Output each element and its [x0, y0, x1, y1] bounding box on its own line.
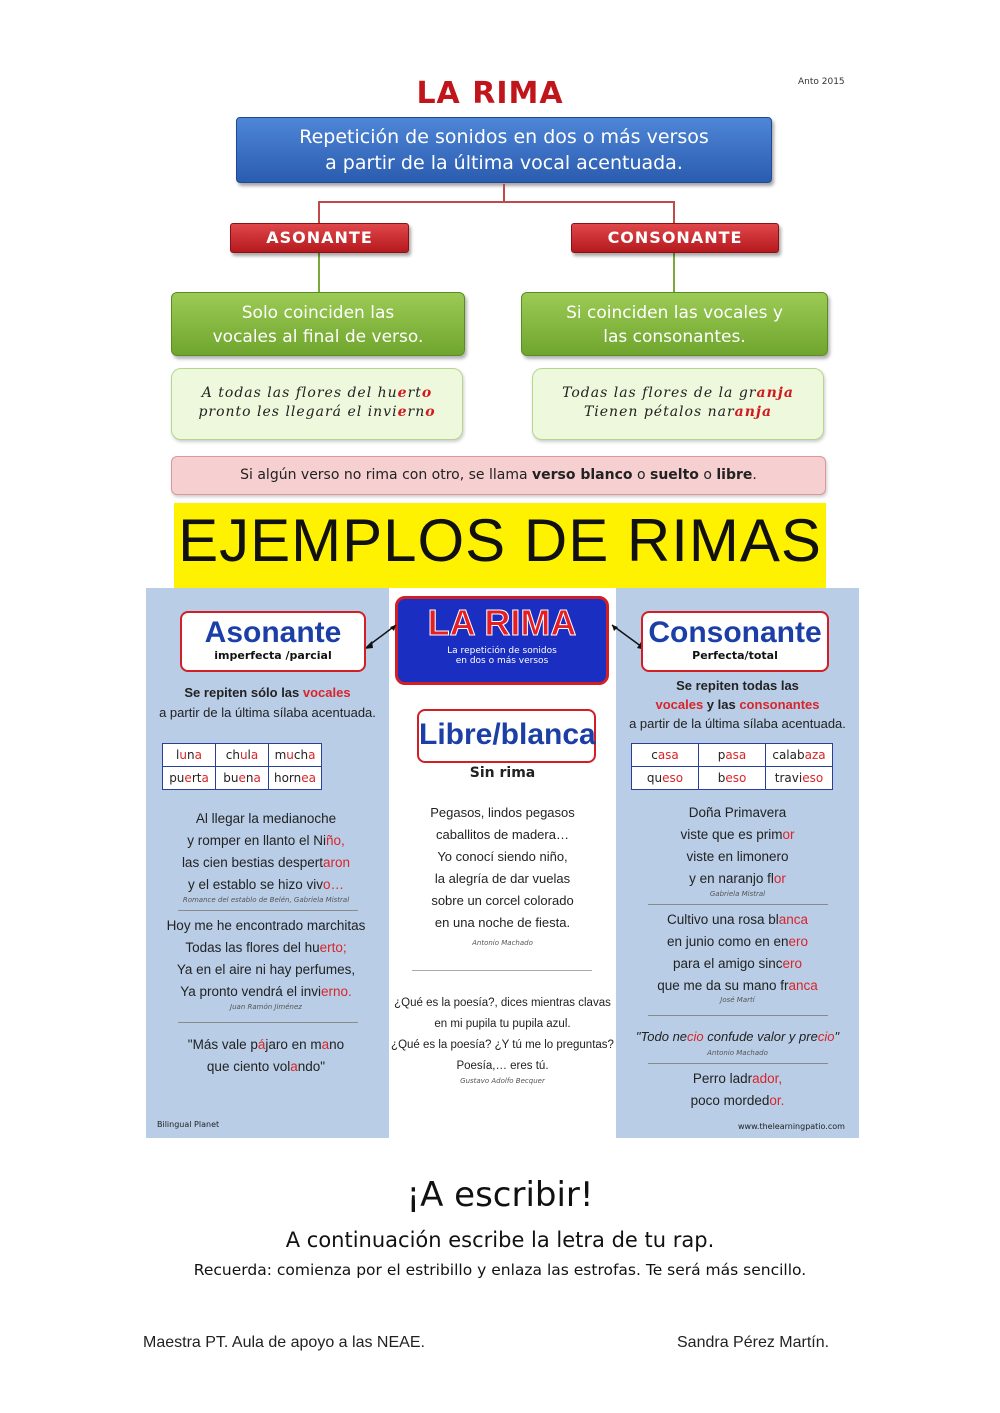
- consonante-desc-line-1: Si coinciden las vocales y: [566, 303, 783, 323]
- instruction-line-2: Recuerda: comienza por el estribillo y enlaza las estrofas. Te será más sencillo.: [193, 1261, 807, 1279]
- consonante-subtitle: Perfecta/total: [692, 649, 778, 662]
- poem-line: Ya pronto vendrá el invierno.: [180, 984, 352, 999]
- asonante-example-line-1: A todas las flores del huerto: [201, 385, 433, 401]
- consonante-example-line-2: Tienen pétalos naranja: [583, 404, 773, 420]
- poem-line: y en naranjo flor: [689, 871, 786, 886]
- page-title: LA RIMA: [416, 76, 564, 111]
- poem-line: viste que es primor: [680, 827, 795, 842]
- asonante-description: [171, 292, 465, 356]
- asonante-rule-line-1: Se repiten sólo las vocales: [184, 685, 351, 700]
- poem-line: Al llegar la medianoche: [195, 811, 337, 826]
- note-bar: Si algún verso no rima con otro, se llama verso blanco o suelto o libre.: [171, 456, 826, 495]
- separator: [648, 1015, 828, 1016]
- asonante-rule: [146, 683, 389, 723]
- poem-line: para el amigo sincero: [672, 956, 803, 971]
- asonante-poem-3: [146, 1034, 386, 1078]
- consonante-example-line-1: Todas las flores de la granja: [562, 385, 794, 401]
- separator: [648, 904, 828, 905]
- consonante-title: Consonante: [648, 616, 822, 649]
- consonante-poem-3-cite: Antonio Machado: [707, 1049, 768, 1057]
- poem-line: Ya en el aire ni hay perfumes,: [176, 962, 356, 977]
- poem-line: Hoy me he encontrado marchitas: [166, 918, 366, 933]
- consonante-rule-line-1: Se repiten todas las: [676, 678, 799, 693]
- asonante-poem-2: [146, 915, 386, 1003]
- consonante-example: [532, 368, 824, 440]
- separator: [178, 910, 358, 911]
- poem-line: y romper en llanto el Niño,: [187, 833, 345, 848]
- separator: [412, 970, 592, 971]
- poster-center-desc-1: La repetición de sonidos: [447, 646, 557, 656]
- libre-poem-2: [389, 993, 616, 1077]
- word-cell: chula: [216, 744, 269, 767]
- poem-line: ¿Qué es la poesía? ¿Y tú me lo preguntas?: [391, 1039, 614, 1051]
- corner-note: Anto 2015: [798, 77, 845, 87]
- separator: [178, 1022, 358, 1023]
- arrows-svg: [360, 615, 650, 665]
- table-row: [163, 767, 322, 790]
- poster-center-desc-2: en dos o más versos: [455, 656, 549, 666]
- consonante-rule: [616, 676, 859, 733]
- consonante-rule-line-2: vocales y las consonantes: [655, 697, 820, 712]
- consonante-poem-4: [616, 1068, 859, 1112]
- asonante-desc-line-1: Solo coinciden las: [241, 303, 395, 323]
- asonante-subtitle: imperfecta /parcial: [214, 649, 332, 662]
- poem-line: Pegasos, lindos pegasos: [430, 805, 575, 820]
- poem-line: Doña Primavera: [688, 805, 787, 820]
- footer-left: Maestra PT. Aula de apoyo a las NEAE.: [143, 1334, 425, 1351]
- poem-line: Cultivo una rosa blanca: [666, 912, 809, 927]
- consonante-poem-2-cite: José Martí: [720, 996, 755, 1004]
- consonante-word-table: [631, 743, 833, 790]
- connector: [503, 184, 505, 202]
- definition-box: [236, 117, 772, 183]
- poem-line: viste en limonero: [686, 849, 789, 864]
- word-cell: travieso: [766, 767, 833, 790]
- consonante-poem-3: "Todo necio confude valor y precio": [635, 1029, 840, 1044]
- asonante-poem-1-cite: Romance del establo de Belén, Gabriela Mistral: [182, 896, 350, 904]
- libre-title: Libre/blanca: [419, 718, 596, 751]
- word-cell: buena: [216, 767, 269, 790]
- definition-line-1: Repetición de sonidos en dos o más versos: [299, 126, 709, 148]
- word-cell: queso: [632, 767, 699, 790]
- connector: [318, 252, 320, 292]
- word-cell: mucha: [269, 744, 322, 767]
- asonante-label: ASONANTE: [230, 223, 409, 253]
- connector: [318, 201, 674, 203]
- libre-poem-1-cite: Antonio Machado: [472, 939, 533, 947]
- word-cell: luna: [163, 744, 216, 767]
- libre-title-box: [417, 709, 596, 763]
- consonante-desc-line-2: las consonantes.: [603, 327, 746, 347]
- consonante-title-box: [641, 611, 829, 672]
- consonante-poem-1-cite: Gabriela Mistral: [709, 890, 766, 898]
- poem-line: "Más vale pájaro en mano: [187, 1037, 345, 1052]
- poem-line: que ciento volando": [206, 1059, 326, 1074]
- asonante-rule-line-2: a partir de la última sílaba acentuada.: [159, 705, 376, 720]
- libre-poem-1: [389, 802, 616, 934]
- asonante-poem-1: [146, 808, 386, 896]
- asonante-poem-2-cite: Juan Ramón Jiménez: [230, 1003, 302, 1011]
- word-cell: beso: [699, 767, 766, 790]
- table-row: [632, 767, 833, 790]
- poem-line: y el establo se hizo vivo…: [187, 877, 345, 892]
- consonante-poem-1: [616, 802, 859, 890]
- word-cell: pasa: [699, 744, 766, 767]
- poem-line: en una noche de fiesta.: [434, 915, 571, 930]
- asonante-word-table: [162, 743, 322, 790]
- asonante-title: Asonante: [204, 616, 342, 649]
- word-cell: hornea: [269, 767, 322, 790]
- poster-right-footer: www.thelearningpatio.com: [738, 1122, 845, 1131]
- table-row: [632, 744, 833, 767]
- consonante-label: CONSONANTE: [571, 223, 779, 253]
- poem-line: Poesía,… eres tú.: [456, 1060, 549, 1072]
- poem-line: caballitos de madera…: [436, 827, 569, 842]
- write-heading: ¡A escribir!: [406, 1175, 594, 1215]
- poem-line: Todas las flores del huerto;: [185, 940, 347, 955]
- word-cell: puerta: [163, 767, 216, 790]
- asonante-example-line-2: pronto les llegará el invierno: [198, 404, 436, 420]
- poem-line: en mi pupila tu pupila azul.: [434, 1018, 571, 1030]
- connector: [318, 201, 320, 223]
- poem-line: en junio como en enero: [666, 934, 809, 949]
- asonante-title-box: [180, 611, 366, 672]
- table-row: [163, 744, 322, 767]
- libre-subtitle: Sin rima: [469, 765, 536, 781]
- poem-line: sobre un corcel colorado: [431, 893, 574, 908]
- separator: [648, 1063, 828, 1064]
- consonante-poem-2: [616, 909, 859, 997]
- libre-poem-2-cite: Gustavo Adolfo Becquer: [460, 1077, 545, 1085]
- poem-line: que me da su mano franca: [657, 978, 818, 993]
- poster-center-title: LA RIMA: [427, 602, 577, 643]
- poem-line: las cien bestias despertaron: [181, 855, 351, 870]
- poem-line: poco mordedor.: [690, 1093, 785, 1108]
- word-cell: calabaza: [766, 744, 833, 767]
- connector: [673, 201, 675, 223]
- poem-line: Perro ladrador,: [692, 1071, 783, 1086]
- poem-line: la alegría de dar vuelas: [434, 871, 571, 886]
- asonante-desc-line-2: vocales al final de verso.: [212, 327, 424, 347]
- connector: [673, 252, 675, 292]
- consonante-rule-line-3: a partir de la última sílaba acentuada.: [629, 716, 846, 731]
- banner-title: EJEMPLOS DE RIMAS: [178, 507, 822, 574]
- instruction-line-1: A continuación escribe la letra de tu rap.: [285, 1228, 715, 1252]
- definition-line-2: a partir de la última vocal acentuada.: [325, 152, 683, 174]
- poster-left-footer: Bilingual Planet: [157, 1120, 220, 1129]
- footer-right: Sandra Pérez Martín.: [677, 1334, 830, 1351]
- word-cell: casa: [632, 744, 699, 767]
- poem-line: ¿Qué es la poesía?, dices mientras clavas: [394, 997, 611, 1009]
- consonante-description: [521, 292, 828, 356]
- asonante-example: [171, 368, 463, 440]
- poem-line: Yo conocí siendo niño,: [437, 849, 568, 864]
